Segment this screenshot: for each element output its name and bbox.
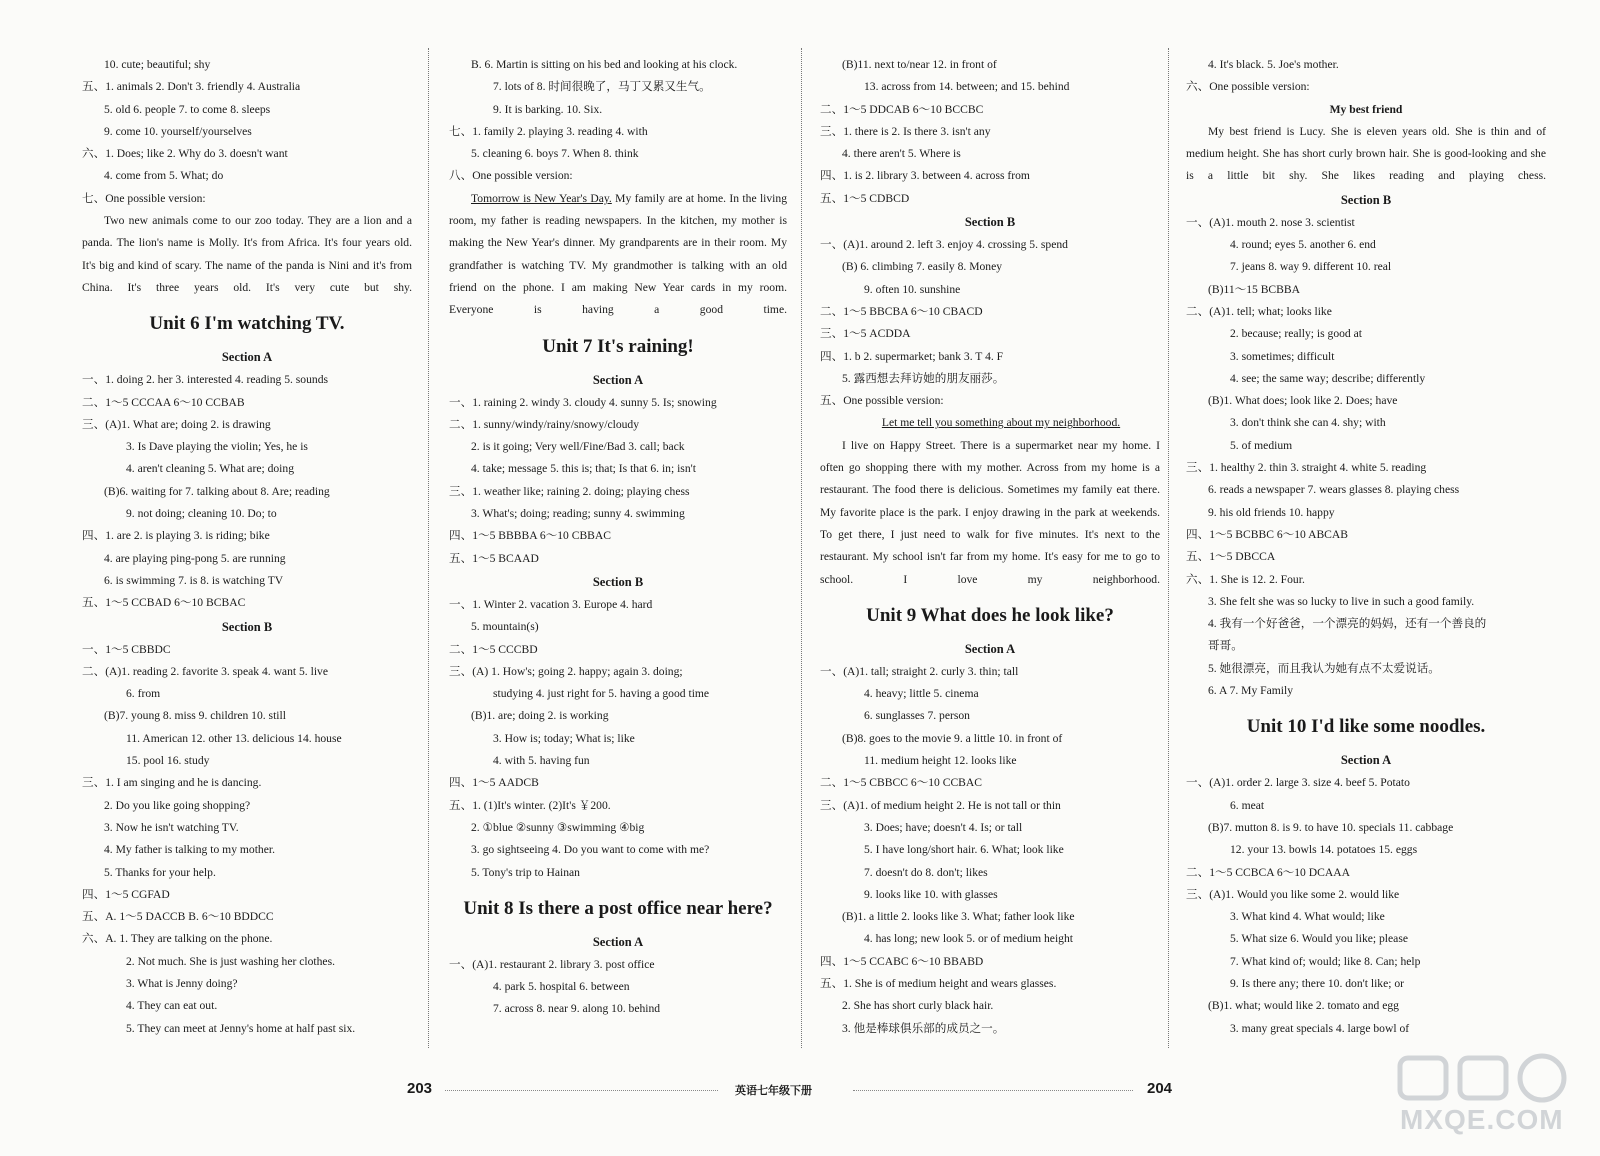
answer-line: 一、(A)1. around 2. left 3. enjoy 4. crossing 5. spend xyxy=(820,238,1068,252)
answer-line: 4. It's black. 5. Joe's mother. xyxy=(1208,58,1339,71)
answer-line: 一、(A)1. order 2. large 3. size 4. beef 5. Potato xyxy=(1186,776,1410,790)
answer-line: 一、(A)1. restaurant 2. library 3. post office xyxy=(449,957,655,971)
answer-line: 12. your 13. bowls 14. potatoes 15. eggs xyxy=(1230,843,1418,857)
answer-line: 三、(A)1. Would you like some 2. would like xyxy=(1186,887,1400,901)
answer-line: (B)1. a little 2. looks like 3. What; father look like xyxy=(842,910,1075,924)
answer-line: 3. Is Dave playing the violin; Yes, he is xyxy=(126,440,308,454)
answer-line: 一、(A)1. tall; straight 2. curly 3. thin; tall xyxy=(820,664,1019,678)
answer-line: 五、1～5 CCBAD 6～10 BCBAC xyxy=(82,596,246,610)
answer-line: 四、1～5 CCABC 6～10 BBABD xyxy=(820,954,984,968)
answer-line: 七、One possible version: xyxy=(82,191,206,205)
answer-line: 2. is it going; Very well/Fine/Bad 3. call; back xyxy=(471,440,685,454)
essay-body-text: My family are at home. In the living room, my father is reading newspapers. In the kitchen, my mother is making the New Year's dinner. My grandparents are in their room. My grandfather is watching TV. My grandmother is talking with an old friend on the phone. I am making New Year cards in my room. Everyone is having a good time. xyxy=(449,191,787,317)
answer-line: 2. She has short curly black hair. xyxy=(842,999,994,1013)
answer-line: 四、1. is 2. library 3. between 4. across from xyxy=(820,169,1030,183)
answer-line: 四、1～5 CGFAD xyxy=(82,887,170,901)
column-3 xyxy=(820,54,1160,1040)
footer-book-title: 英语七年级下册 xyxy=(735,1084,812,1097)
answer-line: 3. What kind 4. What would; like xyxy=(1230,910,1385,924)
answer-line: 六、1. Does; like 2. Why do 3. doesn't want xyxy=(82,147,288,161)
answer-line: 11. American 12. other 13. delicious 14. house xyxy=(126,731,342,745)
watermark-text: MXQE.COM xyxy=(1400,1104,1564,1135)
answer-line: 5. 她很漂亮，而且我认为她有点不太爱说话。 xyxy=(1208,661,1440,675)
sample-essay-paragraph xyxy=(820,435,1160,591)
answer-line: 七、1. family 2. playing 3. reading 4. with xyxy=(449,124,648,138)
answer-line: 一、1. raining 2. windy 3. cloudy 4. sunny 5. Is; snowing xyxy=(449,395,717,409)
answer-line: 15. pool 16. study xyxy=(126,754,210,768)
answer-line: 4. 我有一个好爸爸，一个漂亮的妈妈，还有一个善良的 xyxy=(1208,617,1487,631)
unit-title: Unit 8 Is there a post office near here? xyxy=(463,897,773,919)
answer-line: 9. looks like 10. with glasses xyxy=(864,887,998,901)
footer-dotted-rule xyxy=(445,1090,718,1091)
answer-line: 三、1. weather like; raining 2. doing; playing chess xyxy=(449,484,690,498)
answer-line: 4. come from 5. What; do xyxy=(104,169,224,183)
answer-line: 13. across from 14. between; and 15. behind xyxy=(864,80,1070,94)
answer-line: 3. What's; doing; reading; sunny 4. swimming xyxy=(471,507,685,521)
answer-line: 6. reads a newspaper 7. wears glasses 8. playing chess xyxy=(1208,483,1460,497)
answer-line: 5. They can meet at Jenny's home at half past six. xyxy=(126,1021,356,1035)
answer-line: 五、One possible version: xyxy=(820,394,944,408)
answer-line: (B)11～15 BCBBA xyxy=(1208,282,1301,296)
answer-line: 三、1. I am singing and he is dancing. xyxy=(82,776,262,790)
answer-line: 2. because; really; is good at xyxy=(1230,327,1362,341)
answer-line: 五、1. animals 2. Don't 3. friendly 4. Australia xyxy=(82,80,301,94)
answer-line: 9. his old friends 10. happy xyxy=(1208,505,1335,519)
essay-body-text: Two new animals come to our zoo today. They are a lion and a panda. The lion's name is Molly. It's from Africa. It's four years old. It's big and kind of scary. The name of the panda is Nini and it's from China. It's three years old. It's very cute but shy. xyxy=(82,214,412,294)
answer-line: 5. old 6. people 7. to come 8. sleeps xyxy=(104,102,271,116)
answer-line: 三、1. healthy 2. thin 3. straight 4. white 5. reading xyxy=(1186,461,1427,475)
answer-line: 6. is swimming 7. is 8. is watching TV xyxy=(104,573,284,587)
answer-line: (B)1. what; would like 2. tomato and egg xyxy=(1208,999,1399,1013)
section-heading: Section B xyxy=(221,619,273,634)
answer-line: 五、1～5 BCAAD xyxy=(449,551,539,565)
answer-line: 4. heavy; little 5. cinema xyxy=(864,687,979,701)
answer-line: 4. has long; new look 5. or of medium height xyxy=(864,932,1073,946)
answer-line: studying 4. just right for 5. having a good time xyxy=(493,687,710,701)
essay-body-text: My best friend is Lucy. She is eleven years old. She is thin and of medium height. She has short curly brown hair. She is good-looking and she is a little bit shy. She likes reading and playing chess. xyxy=(1186,124,1546,183)
answer-line: 四、1～5 AADCB xyxy=(449,776,539,790)
answer-line: 11. medium height 12. looks like xyxy=(864,754,1017,768)
answer-line: 2. ①blue ②sunny ③swimming ④big xyxy=(471,820,645,834)
answer-line: 9. It is barking. 10. Six. xyxy=(493,102,603,116)
page-number-right: 204 xyxy=(1147,1080,1173,1097)
answer-line: 4. with 5. having fun xyxy=(493,754,590,768)
answer-line: 四、1～5 BCBBC 6～10 ABCAB xyxy=(1186,527,1349,541)
answer-line: (B)1. What does; look like 2. Does; have xyxy=(1208,394,1398,408)
column-divider xyxy=(428,48,429,1048)
answer-line: 7. What kind of; would; like 8. Can; help xyxy=(1230,954,1421,968)
answer-line: 六、One possible version: xyxy=(1186,80,1310,94)
answer-line: 4. round; eyes 5. another 6. end xyxy=(1230,238,1376,252)
answer-line: 五、1～5 CDBCD xyxy=(820,191,910,205)
answer-line: 4. there aren't 5. Where is xyxy=(842,147,961,161)
answer-line: 六、1. She is 12. 2. Four. xyxy=(1186,572,1305,586)
answer-line: 4. see; the same way; describe; differently xyxy=(1230,371,1426,385)
answer-line: B. 6. Martin is sitting on his bed and looking at his clock. xyxy=(471,58,738,71)
answer-line: 3. Now he isn't watching TV. xyxy=(104,820,239,834)
answer-line: 4. are playing ping-pong 5. are running xyxy=(104,551,286,565)
answer-line: (B)6. waiting for 7. talking about 8. Are; reading xyxy=(104,484,330,498)
answer-line: 5. 露西想去拜访她的朋友丽莎。 xyxy=(842,371,1005,385)
unit-title: Unit 7 It's raining! xyxy=(542,335,694,357)
answer-line: 3. How is; today; What is; like xyxy=(493,731,635,745)
answer-line: 六、A. 1. They are talking on the phone. xyxy=(82,932,273,946)
answer-line: 4. My father is talking to my mother. xyxy=(104,843,275,857)
section-heading: Section B xyxy=(592,574,644,589)
answer-line: 5. Tony's trip to Hainan xyxy=(471,865,580,879)
answer-line: 5. What size 6. Would you like; please xyxy=(1230,932,1408,946)
answer-line: 五、1～5 DBCCA xyxy=(1186,550,1276,564)
answer-line: 9. Is there any; there 10. don't like; or xyxy=(1230,976,1405,990)
column-1 xyxy=(82,54,412,1040)
answer-line: 6. from xyxy=(126,687,161,701)
answer-line: 4. park 5. hospital 6. between xyxy=(493,980,630,994)
answer-line: 二、1～5 CCCBD xyxy=(449,642,538,656)
answer-line: 6. sunglasses 7. person xyxy=(864,709,970,723)
column-4 xyxy=(1186,54,1546,1040)
section-heading: Section B xyxy=(1340,192,1392,207)
answer-line: 3. many great specials 4. large bowl of xyxy=(1230,1021,1410,1035)
essay-title: My best friend xyxy=(1329,102,1403,116)
answer-line: 3. don't think she can 4. shy; with xyxy=(1230,416,1386,430)
essay-body-text: I live on Happy Street. There is a supermarket near my home. I often go shopping there with my mother. Across from my home is a restaurant. The food there is delicious. Sometimes my family eat there. My favorite place is the park. I enjoy drawing in the park at weekends. To get there, I just need to walk for five minutes. It's next to the restaurant. My school isn't far from my home. It's easy for me to go to school. I love my neighborhood. xyxy=(820,438,1160,586)
answer-line: 五、1. (1)It's winter. (2)It's ￥200. xyxy=(449,798,611,812)
answer-line: 5. Thanks for your help. xyxy=(104,865,216,879)
section-heading: Section B xyxy=(964,215,1016,230)
answer-line: 3. sometimes; difficult xyxy=(1230,349,1335,363)
answer-line: 3. Does; have; doesn't 4. Is; or tall xyxy=(864,820,1023,834)
section-heading: Section A xyxy=(221,350,273,365)
answer-line: (B)1. are; doing 2. is working xyxy=(471,709,609,723)
answer-line: 7. across 8. near 9. along 10. behind xyxy=(493,1002,661,1016)
answer-line: 7. doesn't do 8. don't; likes xyxy=(864,865,988,879)
answer-line: (B)8. goes to the movie 9. a little 10. in front of xyxy=(842,731,1063,745)
answer-line: 三、1～5 ACDDA xyxy=(820,327,911,341)
answer-line: 9. not doing; cleaning 10. Do; to xyxy=(126,507,277,521)
answer-line: 5. mountain(s) xyxy=(471,620,539,634)
answer-line: 二、1～5 BBCBA 6～10 CBACD xyxy=(820,304,983,318)
section-heading: Section A xyxy=(592,934,644,949)
answer-line: Let me tell you something about my neighborhood. xyxy=(881,416,1121,430)
answer-line: 5. cleaning 6. boys 7. When 8. think xyxy=(471,147,639,161)
answer-line: 3. She felt she was so lucky to live in such a good family. xyxy=(1208,594,1475,608)
column-2 xyxy=(449,54,787,1021)
sample-essay-paragraph xyxy=(1186,121,1546,188)
unit-title: Unit 9 What does he look like? xyxy=(866,604,1114,626)
answer-line: 4. take; message 5. this is; that; Is that 6. in; isn't xyxy=(471,462,696,476)
answer-line: 二、1～5 DDCAB 6～10 BCCBC xyxy=(820,102,984,116)
answer-line: 3. 他是棒球俱乐部的成员之一。 xyxy=(842,1021,1005,1035)
answer-line: 10. cute; beautiful; shy xyxy=(104,58,211,71)
section-heading: Section A xyxy=(1340,753,1392,768)
answer-line: 四、1～5 BBBBA 6～10 CBBAC xyxy=(449,529,612,543)
answer-line: 五、A. 1～5 DACCB B. 6～10 BDDCC xyxy=(82,910,274,924)
answer-line: 3. go sightseeing 4. Do you want to come with me? xyxy=(471,843,710,857)
sample-essay-paragraph xyxy=(449,188,787,322)
answer-line: 9. come 10. yourself/yourselves xyxy=(104,124,252,138)
answer-line: (B)7. young 8. miss 9. children 10. still xyxy=(104,709,286,723)
footer-dotted-rule xyxy=(853,1090,1133,1091)
answer-line: (B) 6. climbing 7. easily 8. Money xyxy=(842,260,1003,274)
answer-line: 哥哥。 xyxy=(1208,639,1243,653)
section-heading: Section A xyxy=(964,641,1016,656)
page-number-left: 203 xyxy=(407,1080,433,1097)
column-divider xyxy=(801,48,802,1048)
answer-line: 5. of medium xyxy=(1230,438,1293,452)
page-footer xyxy=(0,1080,1600,1110)
answer-line: 一、(A)1. mouth 2. nose 3. scientist xyxy=(1186,215,1355,229)
answer-line: 二、1～5 CBBCC 6～10 CCBAC xyxy=(820,776,983,790)
answer-line: 八、One possible version: xyxy=(449,169,573,183)
answer-line: 7. lots of 8. 时间很晚了，马丁又累又生气。 xyxy=(493,80,711,94)
answer-line: 二、(A)1. reading 2. favorite 3. speak 4. want 5. live xyxy=(82,664,328,678)
essay-lead-sentence: Tomorrow is New Year's Day. xyxy=(471,191,612,205)
watermark-logo xyxy=(1380,1048,1590,1148)
answer-line: 2. Not much. She is just washing her clothes. xyxy=(126,954,335,968)
answer-line: 二、1～5 CCCAA 6～10 CCBAB xyxy=(82,395,245,409)
answer-line: 一、1. doing 2. her 3. interested 4. reading 5. sounds xyxy=(82,373,329,387)
answer-line: 二、(A)1. tell; what; looks like xyxy=(1186,304,1332,318)
answer-line: 3. What is Jenny doing? xyxy=(126,976,238,990)
answer-line: 6. meat xyxy=(1230,798,1265,812)
answer-line: 二、1. sunny/windy/rainy/snowy/cloudy xyxy=(449,417,640,431)
sample-essay-paragraph xyxy=(82,210,412,299)
watermark-emblem-icon xyxy=(1380,1048,1590,1108)
answer-line: 2. Do you like going shopping? xyxy=(104,798,251,812)
answer-line: 一、1～5 CBBDC xyxy=(82,642,171,656)
answer-line: (B)11. next to/near 12. in front of xyxy=(842,58,997,71)
answer-line: 7. jeans 8. way 9. different 10. real xyxy=(1230,260,1392,274)
unit-title: Unit 6 I'm watching TV. xyxy=(149,313,345,335)
answer-line: 三、(A)1. What are; doing 2. is drawing xyxy=(82,417,271,431)
answer-line: 9. often 10. sunshine xyxy=(864,282,961,296)
answer-line: 4. They can eat out. xyxy=(126,999,218,1013)
answer-line: 一、1. Winter 2. vacation 3. Europe 4. hard xyxy=(449,597,653,611)
answer-line: (B)7. mutton 8. is 9. to have 10. specials 11. cabbage xyxy=(1208,820,1454,834)
section-heading: Section A xyxy=(592,372,644,387)
column-divider xyxy=(1168,48,1169,1048)
answer-line: 四、1. b 2. supermarket; bank 3. T 4. F xyxy=(820,349,1004,363)
answer-line: 三、(A) 1. How's; going 2. happy; again 3. doing; xyxy=(449,664,683,678)
answer-line: 四、1. are 2. is playing 3. is riding; bike xyxy=(82,529,270,543)
answer-line: 三、(A)1. of medium height 2. He is not tall or thin xyxy=(820,798,1061,812)
answer-line: 五、1. She is of medium height and wears glasses. xyxy=(820,976,1057,990)
answer-line: 4. aren't cleaning 5. What are; doing xyxy=(126,462,294,476)
answer-line: 三、1. there is 2. Is there 3. isn't any xyxy=(820,124,991,138)
answer-line: 5. I have long/short hair. 6. What; look like xyxy=(864,843,1064,857)
answer-line: 二、1～5 CCBCA 6～10 DCAAA xyxy=(1186,865,1350,879)
unit-title: Unit 10 I'd like some noodles. xyxy=(1246,716,1486,738)
answer-line: 6. A 7. My Family xyxy=(1208,684,1294,698)
